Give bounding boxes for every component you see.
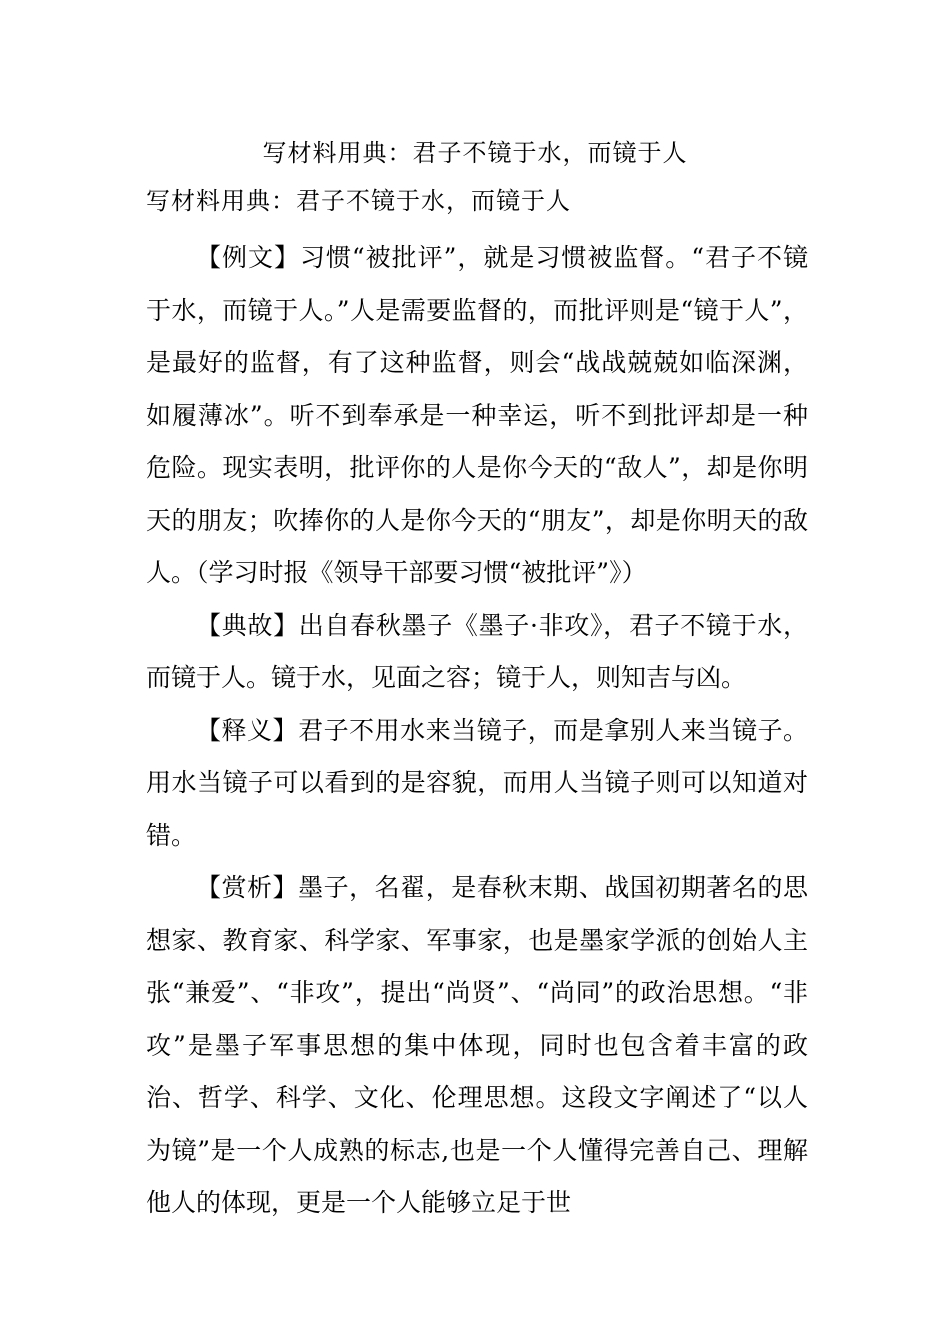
section-tag-meaning: 【释义】 bbox=[196, 715, 299, 745]
section-text-example: 习惯“被批评”，就是习惯被监督。“君子不镜于水，而镜于人。”人是需要监督的，而批评则是“镜于人”，是最好的监督，有了这种监督，则会“战战兢兢如临深渊，如履薄冰”。听不到奉承是一种幸运，听不到批评却是一种危险。现实表明，批评你的人是你今天的“敌人”，却是你明天的朋友；吹捧你的人是你今天的“朋友”，却是你明天的敌人。（学习时报《领导干部要习惯“被批评”》） bbox=[146, 243, 808, 587]
document-title: 写材料用典：君子不镜于水，而镜于人 bbox=[262, 139, 688, 167]
section-text-meaning: 君子不用水来当镜子，而是拿别人来当镜子。用水当镜子可以看到的是容貌，而用人当镜子则可以知道对错。 bbox=[146, 715, 808, 850]
section-text-analysis: 墨子，名翟，是春秋末期、战国初期著名的思想家、教育家、科学家、军事家，也是墨家学派的创始人主张“兼爱”、“非攻”，提出“尚贤”、“尚同”的政治思想。“非攻”是墨子军事思想的集中体现，同时也包含着丰富的政治、哲学、科学、文化、伦理思想。这段文字阐述了“以人为镜”是一个人成熟的标志,也是一个人懂得完善自己、理解他人的体现，更是一个人能够立足于世 bbox=[146, 873, 808, 1217]
paragraph-example bbox=[146, 232, 808, 600]
section-tag-example: 【例文】 bbox=[196, 243, 300, 272]
paragraph-analysis bbox=[146, 862, 808, 1230]
section-text-allusion: 出自春秋墨子《墨子·非攻》，君子不镜于水，而镜于人。镜于水，见面之容；镜于人，则知吉与凶。 bbox=[146, 610, 808, 692]
paragraph-meaning bbox=[146, 705, 808, 863]
paragraph-allusion bbox=[146, 600, 808, 705]
document-body bbox=[146, 232, 808, 1230]
section-tag-analysis: 【赏析】 bbox=[196, 873, 299, 902]
document-subtitle: 写材料用典：君子不镜于水，而镜于人 bbox=[146, 187, 571, 215]
section-tag-allusion: 【典故】 bbox=[196, 610, 299, 640]
